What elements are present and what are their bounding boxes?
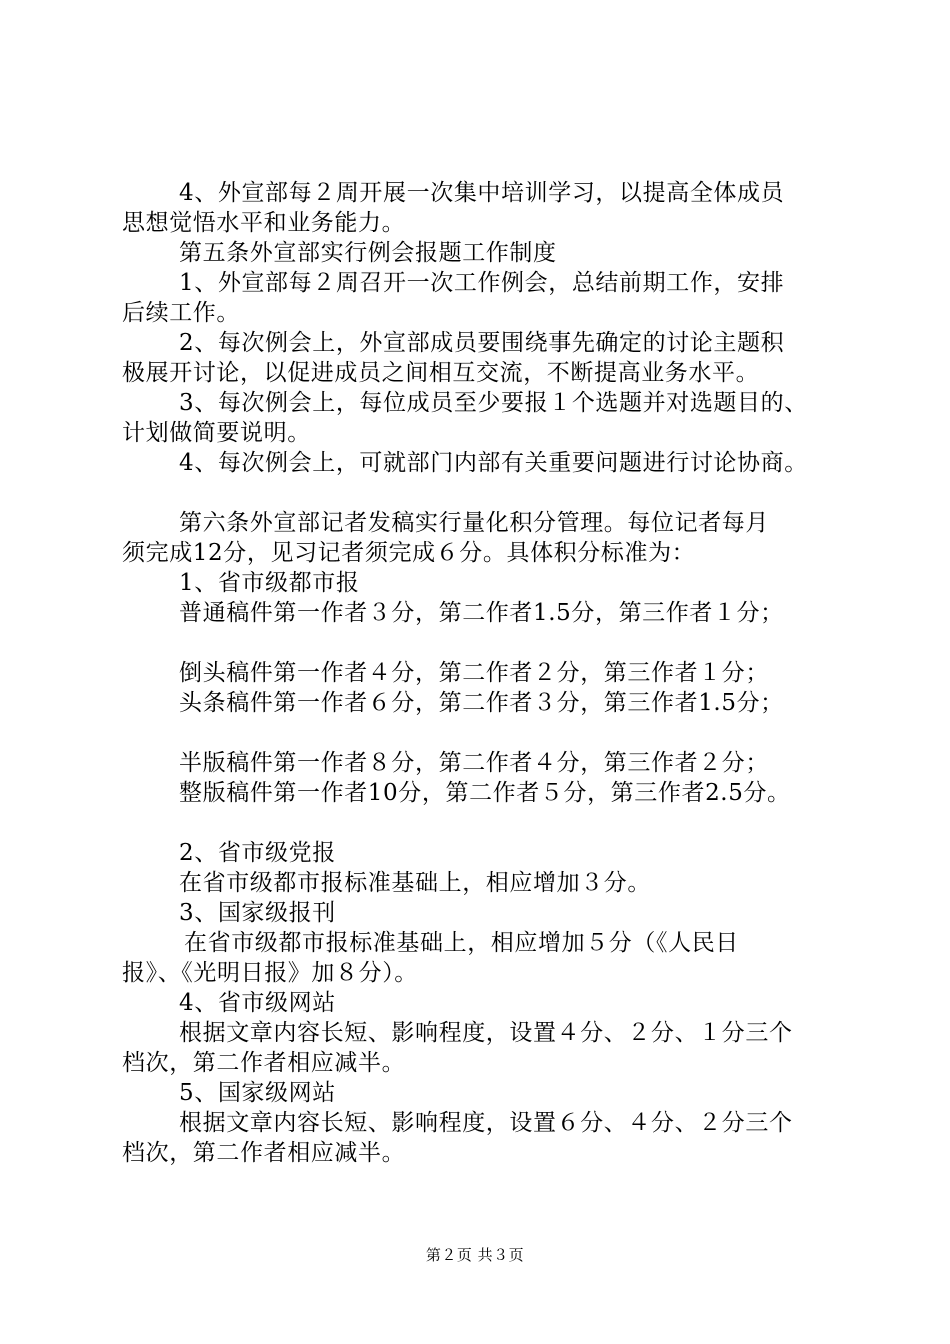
paragraph-line: 2、每次例会上，外宣部成员要围绕事先确定的讨论主题积 [179, 330, 785, 356]
paragraph-line: 思想觉悟水平和业务能力。 [122, 210, 406, 236]
paragraph-line: 根据文章内容长短、影响程度，设置６分、４分、２分三个 [179, 1110, 793, 1136]
blank-line [122, 808, 842, 838]
list-heading: 2、省市级党报 [179, 840, 336, 866]
score-line: 普通稿件第一作者３分，第二作者1.5分，第三作者１分； [179, 600, 784, 626]
blank-line [122, 718, 842, 748]
list-heading: 3、国家级报刊 [179, 900, 336, 926]
blank-line [122, 628, 842, 658]
paragraph-line: 在省市级都市报标准基础上，相应增加３分。 [179, 870, 651, 896]
paragraph-line: 4、外宣部每２周开展一次集中培训学习，以提高全体成员 [179, 180, 785, 206]
list-heading: 5、国家级网站 [179, 1080, 336, 1106]
paragraph-line: 1、外宣部每２周召开一次工作例会，总结前期工作，安排 [179, 270, 785, 296]
paragraph-line: 报》、《光明日报》加８分）。 [122, 960, 418, 986]
score-line: 半版稿件第一作者８分，第二作者４分，第三作者２分； [179, 750, 769, 776]
paragraph-line: 计划做简要说明。 [122, 420, 311, 446]
page-footer: 第２页 共３页 [425, 1246, 525, 1264]
section-heading: 第六条外宣部记者发稿实行量化积分管理。每位记者每月 [179, 510, 769, 536]
paragraph-line: 须完成12分，见习记者须完成６分。具体积分标准为： [122, 540, 696, 566]
blank-line [122, 478, 842, 508]
score-line: 整版稿件第一作者10分，第二作者５分，第三作者2.5分。 [179, 780, 791, 806]
paragraph-line: 4、每次例会上，可就部门内部有关重要问题进行讨论协商。 [179, 450, 808, 476]
paragraph-line: 3、每次例会上，每位成员至少要报１个选题并对选题目的、 [179, 390, 808, 416]
paragraph-line: 档次，第二作者相应减半。 [122, 1050, 406, 1076]
score-line: 倒头稿件第一作者４分，第二作者２分，第三作者１分； [179, 660, 769, 686]
paragraph-line: 后续工作。 [122, 300, 240, 326]
paragraph-line: 极展开讨论，以促进成员之间相互交流，不断提高业务水平。 [122, 360, 760, 386]
score-line: 头条稿件第一作者６分，第二作者３分，第三作者1.5分； [179, 690, 784, 716]
paragraph-line: 在省市级都市报标准基础上，相应增加５分（《人民日 [184, 930, 739, 956]
paragraph-line: 根据文章内容长短、影响程度，设置４分、２分、１分三个 [179, 1020, 793, 1046]
list-heading: 1、省市级都市报 [179, 570, 360, 596]
section-heading: 第五条外宣部实行例会报题工作制度 [179, 240, 557, 266]
document-body [122, 178, 842, 1168]
paragraph-line: 档次，第二作者相应减半。 [122, 1140, 406, 1166]
list-heading: 4、省市级网站 [179, 990, 336, 1016]
